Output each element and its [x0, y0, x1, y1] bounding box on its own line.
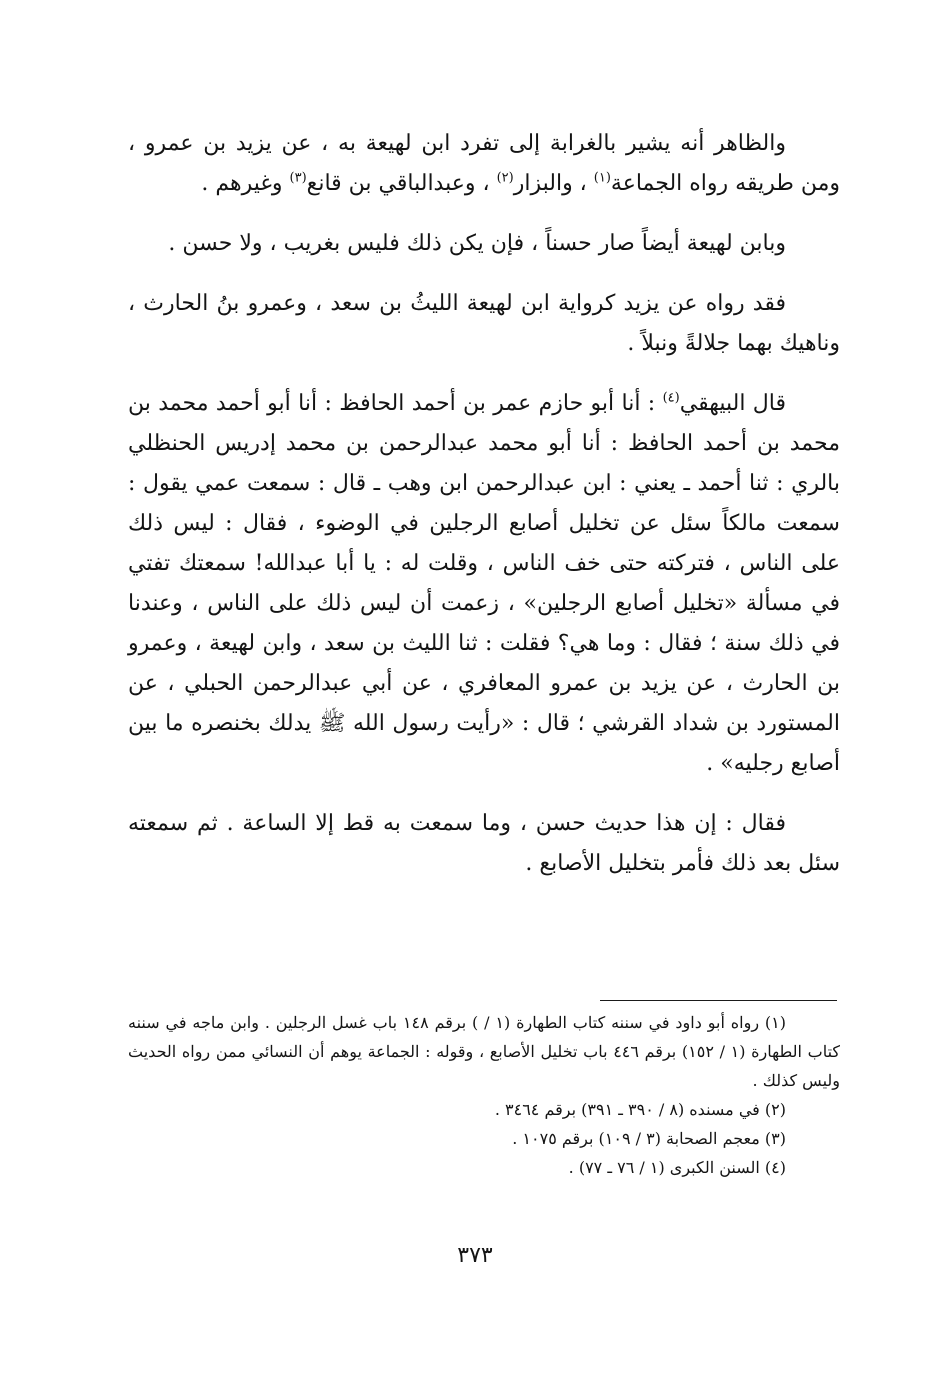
footnote-ref-2: (٢): [496, 170, 514, 186]
footnote-separator: [600, 1000, 837, 1001]
paragraph-5: فقال : إن هذا حديث حسن ، وما سمعت به قط إلا الساعة . ثم سمعته سئل بعد ذلك فأمر بتخليل الأصابع .: [128, 811, 840, 876]
footnote-2: (٢) في مسنده (٨ / ٣٩٠ ـ ٣٩١) برقم ٣٤٦٤ .: [494, 1100, 786, 1119]
footnote-ref-1: (١): [593, 170, 611, 186]
paragraph-1-text-a: والظاهر أنه يشير بالغرابة إلى تفرد ابن لهيعة به ، عن يزيد بن عمرو ، ومن طريقه رواه الجماعة: [128, 131, 840, 196]
main-text: [128, 124, 840, 904]
footnote-4: (٤) السنن الكبرى (١ / ٧٦ ـ ٧٧) .: [568, 1158, 786, 1177]
footnotes: [128, 1008, 840, 1182]
paragraph-1-text-d: وغيرهم .: [201, 171, 283, 196]
paragraph-1: [128, 124, 840, 204]
paragraph-1-text-c: ، وعبدالباقي بن قانع: [306, 171, 490, 196]
paragraph-4: [128, 384, 840, 784]
paragraph-3: فقد رواه عن يزيد كرواية ابن لهيعة الليثُ بن سعد ، وعمرو بنُ الحارث ، وناهيك بهما جلالةً ونبلاً .: [128, 291, 840, 356]
footnote-1: (١) رواه أبو داود في سننه كتاب الطهارة (١ / ) برقم ١٤٨ باب غسل الرجلين . وابن ماجه في سننه كتاب الطهارة (١ / ١٥٢) برقم ٤٤٦ باب تخليل الأصابع ، وقوله : الجماعة يوهم أن النسائي ممن رواه الحديث وليس كذلك .: [128, 1013, 841, 1090]
paragraph-4-text-b: : أنا أبو حازم عمر بن أحمد الحافظ : أنا أبو أحمد محمد بن محمد بن أحمد الحافظ : أنا أبو محمد عبدالرحمن بن محمد إدريس الحنظلي بالري : ثنا أحمد ـ يعني : ابن عبدالرحمن ابن وهب ـ قال : سمعت عمي يقول : سمعت مالكاً سئل عن تخليل أصابع الرجلين في الوضوء ، فقال : ليس ذلك على الناس ، فتركته حتى خف الناس ، وقلت له : يا أبا عبدالله! سمعتك تفتي في مسألة «تخليل أصابع الرجلين» ، زعمت أن ليس ذلك على الناس ، وعندنا في ذلك سنة ؛ فقال : وما هي؟ فقلت : ثنا الليث بن سعد ، وابن لهيعة ، وعمرو بن الحارث ، عن يزيد بن عمرو المعافري ، عن أبي عبدالرحمن الحبلي ، عن المستورد بن شداد القرشي ؛ قال : «رأيت رسول الله ﷺ يدلك بخنصره ما بين أصابع رجليه» .: [128, 391, 840, 776]
footnote-3: (٣) معجم الصحابة (٣ / ١٠٩) برقم ١٠٧٥ .: [512, 1129, 786, 1148]
paragraph-2: وبابن لهيعة أيضاً صار حسناً ، فإن يكن ذلك فليس بغريب ، ولا حسن .: [168, 231, 786, 256]
footnote-ref-4: (٤): [662, 390, 680, 406]
paragraph-1-text-b: ، والبزار: [513, 171, 587, 196]
footnote-ref-3: (٣): [289, 170, 307, 186]
page-number: ٣٧٣: [457, 1243, 493, 1268]
paragraph-4-text-a: قال البيهقي: [679, 391, 786, 416]
